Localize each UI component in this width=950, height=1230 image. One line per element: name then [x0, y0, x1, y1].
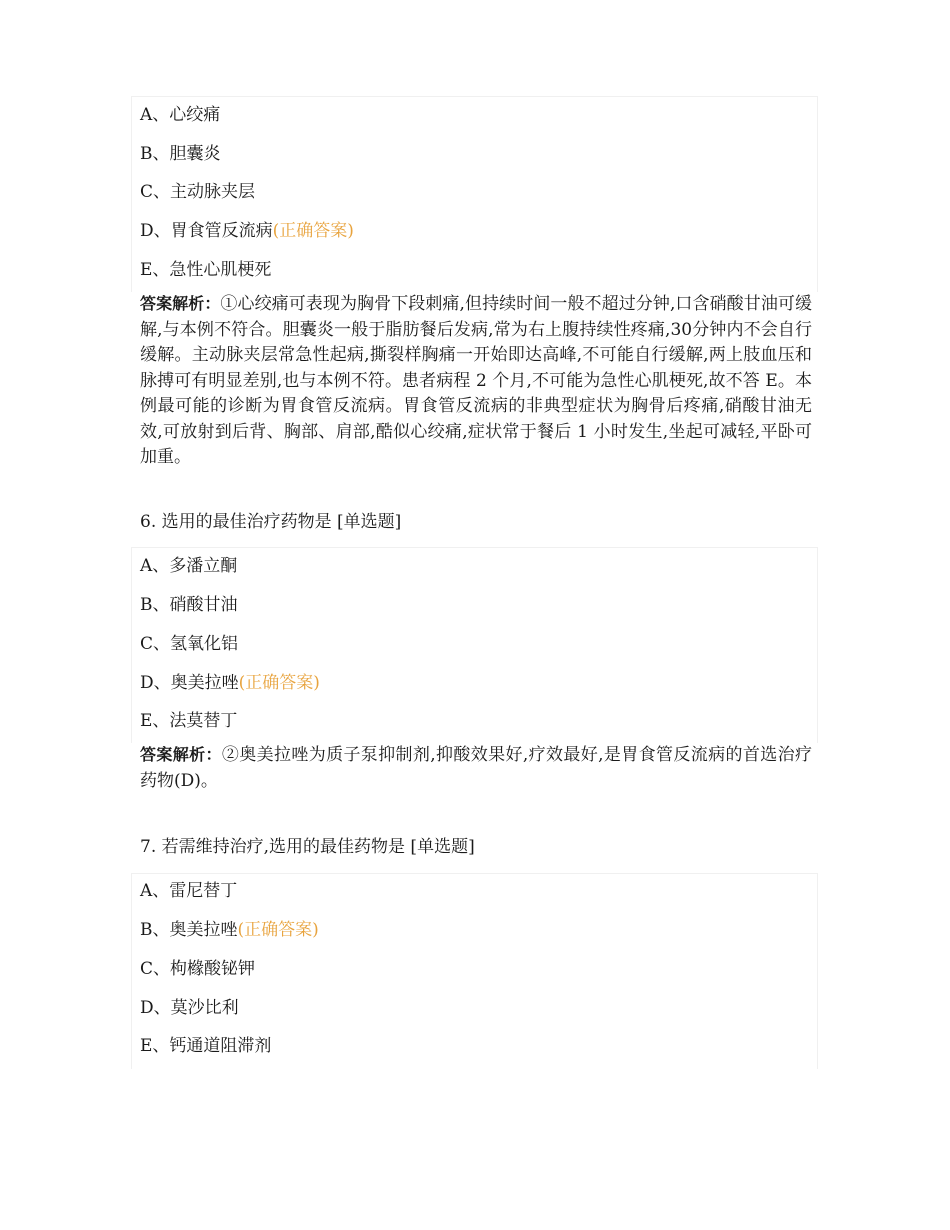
option-text: E、钙通道阻滞剂	[140, 1036, 272, 1056]
option-d[interactable]	[140, 672, 320, 694]
answer-analysis	[140, 742, 812, 794]
option-a[interactable]	[140, 555, 237, 577]
option-text: B、胆囊炎	[140, 144, 221, 164]
option-c[interactable]	[140, 958, 255, 980]
option-text: E、法莫替丁	[140, 711, 238, 731]
analysis-label: 答案解析：	[140, 294, 221, 313]
option-text: E、急性心肌梗死	[140, 260, 272, 280]
analysis-label: 答案解析：	[140, 745, 222, 764]
question-title-q7: 7. 若需维持治疗,选用的最佳药物是 [单选题]	[140, 837, 475, 857]
analysis-text: ②奥美拉唑为质子泵抑制剂,抑酸效果好,疗效最好,是胃食管反流病的首选治疗药物(D)。	[140, 745, 812, 791]
option-e[interactable]	[140, 259, 271, 281]
option-e[interactable]	[140, 1035, 271, 1057]
option-c[interactable]	[140, 633, 238, 655]
option-text: D、胃食管反流病	[140, 221, 273, 241]
option-text: B、硝酸甘油	[140, 595, 238, 615]
option-text: D、莫沙比利	[140, 998, 239, 1018]
option-b[interactable]	[140, 594, 238, 616]
option-e[interactable]	[140, 710, 237, 732]
option-text: D、奥美拉唑	[140, 673, 239, 693]
option-text: A、多潘立酮	[140, 556, 238, 576]
option-text: A、心绞痛	[140, 105, 221, 125]
option-text: A、雷尼替丁	[140, 881, 238, 901]
option-d[interactable]	[140, 220, 354, 242]
question-title-q6: 6. 选用的最佳治疗药物是 [单选题]	[140, 512, 402, 532]
correct-answer-tag: (正确答案)	[237, 920, 319, 940]
option-a[interactable]	[140, 104, 220, 126]
option-text: B、奥美拉唑	[140, 920, 238, 940]
option-text: C、主动脉夹层	[140, 182, 256, 202]
answer-analysis	[140, 291, 812, 471]
correct-answer-tag: (正确答案)	[238, 673, 320, 693]
option-d[interactable]	[140, 997, 239, 1019]
option-b[interactable]	[140, 143, 221, 165]
option-text: C、氢氧化铝	[140, 634, 239, 654]
correct-answer-tag: (正确答案)	[272, 221, 354, 241]
option-c[interactable]	[140, 181, 255, 203]
analysis-text: ①心绞痛可表现为胸骨下段刺痛,但持续时间一般不超过分钟,口含硝酸甘油可缓解,与本例不符合。胆囊炎一般于脂肪餐后发病,常为右上腹持续性疼痛,30分钟内不会自行缓解。主动脉夹层常急性起病,撕裂样胸痛一开始即达高峰,不可能自行缓解,两上肢血压和脉搏可有明显差别,也与本例不符。患者病程 2 个月,不可能为急性心肌梗死,故不答 E。本例最可能的诊断为胃食管反流病。胃食管反流病的非典型症状为胸骨后疼痛,硝酸甘油无效,可放射到后背、胸部、肩部,酷似心绞痛,症状常于餐后 1 小时发生,坐起可减轻,平卧可加重。	[140, 294, 812, 467]
option-text: C、枸橼酸铋钾	[140, 959, 256, 979]
option-a[interactable]	[140, 880, 237, 902]
option-b[interactable]	[140, 919, 319, 941]
